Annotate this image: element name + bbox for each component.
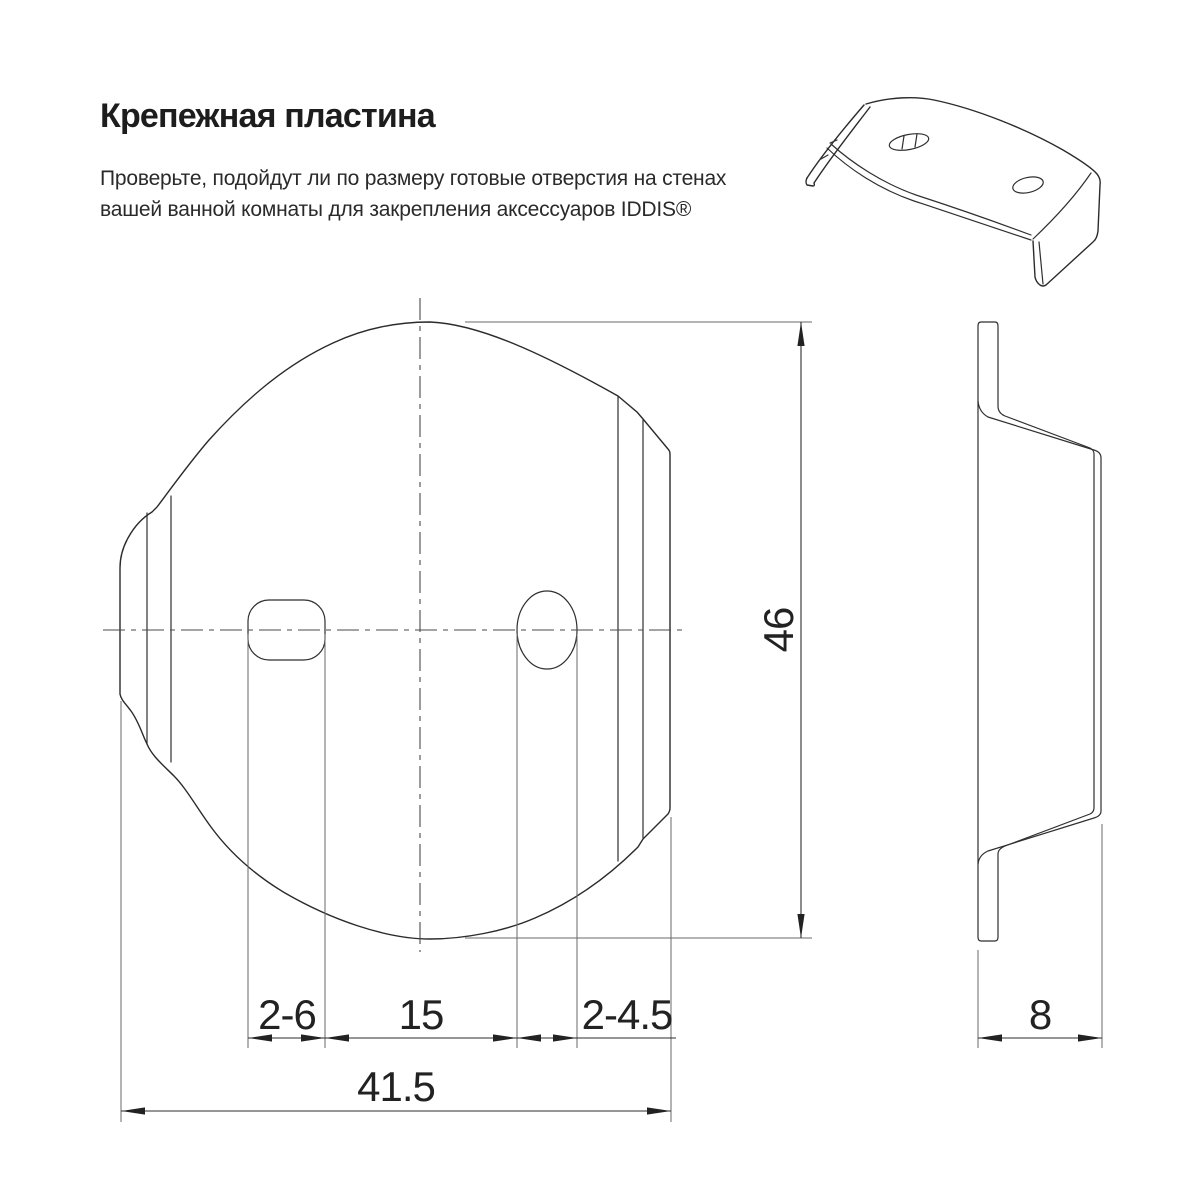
dim-text-right-hole-width: 2-4.5 (581, 991, 673, 1038)
side-view (978, 322, 1101, 941)
page-title: Крепежная пластина (100, 97, 435, 135)
arrowhead (553, 1034, 577, 1041)
iso-plate-outline (866, 98, 1100, 286)
iso-slot-tick-2 (915, 134, 917, 147)
dim-text-plate-height: 46 (755, 607, 802, 653)
arrowhead (1078, 1034, 1102, 1041)
arrowhead (493, 1034, 517, 1041)
arrowhead (647, 1107, 671, 1114)
arrowhead (517, 1034, 541, 1041)
iso-near-edge-top (831, 144, 1031, 235)
iso-flange-thickness (1039, 242, 1043, 284)
arrowhead (978, 1034, 1002, 1041)
dim-text-plate-depth: 8 (1028, 991, 1052, 1038)
arrowhead (325, 1034, 349, 1041)
iso-right-fold-line (1033, 173, 1091, 239)
dim-text-between-holes: 15 (398, 991, 444, 1038)
arrowhead (797, 914, 804, 938)
iso-left-flange-tip (806, 178, 814, 186)
iso-round-hole (1011, 174, 1045, 196)
arrowhead (121, 1107, 145, 1114)
iso-slot-hole (888, 131, 930, 153)
dim-text-left-hole-width: 2-6 (258, 991, 316, 1038)
dimension-annotations (121, 322, 1102, 1122)
iso-view (806, 98, 1100, 286)
iso-near-edge-bottom (827, 148, 1031, 240)
side-profile-outer (978, 401, 1101, 864)
description-line-1: Проверьте, подойдут ли по размеру готовые отверстия на стенах (100, 167, 727, 190)
iso-slot-tick-1 (902, 136, 904, 149)
dim-text-plate-width: 41.5 (357, 1063, 435, 1110)
arrowhead (797, 322, 804, 346)
iso-left-flange-inner (814, 107, 870, 183)
description-line-2: вашей ванной комнаты для закрепления аксессуаров IDDIS® (100, 198, 692, 221)
front-view (103, 298, 688, 952)
iso-left-flange-outer (807, 105, 864, 178)
